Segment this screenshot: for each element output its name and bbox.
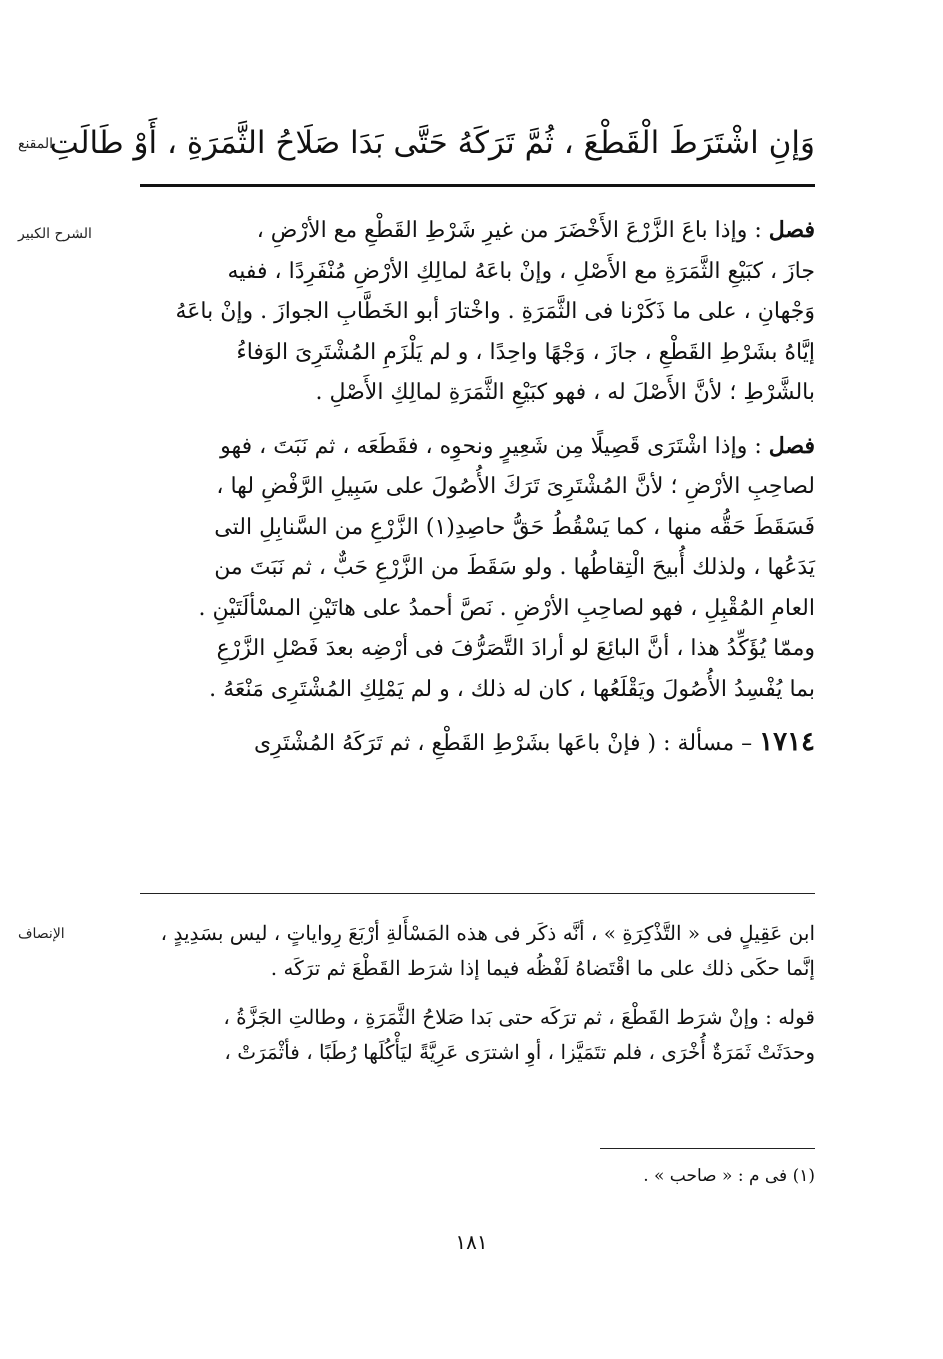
- insaf-label: الإنصاف: [18, 926, 65, 942]
- mas-ala-line: ١٧١٤ – مسألة : ( فإنْ باعَها بشَرْطِ القَطْعِ ، ثم تَرَكَهُ المُشْتَرِى: [253, 727, 815, 757]
- page-number: ١٨١: [455, 1230, 488, 1254]
- insaf-p2-line: وحدَثَتْ ثَمَرَةٌ أُخْرَى ، فلم تتَمَيَّزا ، أوِ اشترَى عَرِيَّةً ليَأْكُلَها رُطَبًا ، فأثْمَرَتْ ،: [224, 1040, 815, 1064]
- insaf-p1-line: ابن عَقِيلٍ فى « التَّذْكِرَةِ » ، أنَّه ذكَر فى هذه المَسْأَلةِ أرْبَعَ رِواياتٍ ، ليس بسَدِيدٍ ،: [160, 921, 815, 945]
- sharh-text: [140, 210, 815, 765]
- insaf-text: [140, 916, 815, 1070]
- footnote: (١) فى م : « صاحب » .: [643, 1166, 815, 1186]
- sharh-p1-line: وَجْهانِ ، على ما ذَكَرْنا فى الثَّمَرَةِ . واخْتارَ أبو الخَطَّابِ الجوازَ . وإنْ باعَهُ: [175, 299, 815, 324]
- matn-text: [49, 118, 815, 168]
- sharh-p1-line: بالشَّرْطِ ؛ لأنَّ الأَصْلَ له ، فهو كبَيْعِ الثَّمَرَةِ لمالِكِ الأَصْلِ .: [315, 380, 815, 405]
- sharh-p1-line: إيَّاهُ بشَرْطِ القَطْعِ ، جازَ ، وَجْهًا واحِدًا ، و لم يَلْزَمِ المُشْتَرِىَ الوَفاءُ: [236, 339, 815, 365]
- thick-divider: [140, 184, 815, 187]
- sharh-p1-line: فصل : وإذا باعَ الزَّرْعَ الأَخْضَرَ من غيرِ شَرْطِ القَطْعِ مع الأرْضِ ،: [256, 217, 815, 243]
- matn-line: وَإنِ اشْتَرَطَ الْقَطْعَ ، ثُمَّ تَرَكَهُ حَتَّى بَدَا صَلَاحُ الثَّمَرَةِ ، أَوْ طَالَتِ: [49, 125, 815, 161]
- sharh-p2-line: العامِ المُقْبِلِ ، فهو لصاحِبِ الأرْضِ . نَصَّ أحمدُ على هاتَيْنِ المسْألَتَيْنِ .: [198, 595, 815, 621]
- thin-divider: [140, 893, 815, 894]
- sharh-p2-line: فَسَقَطَ حَقُّه منها ، كما يَسْقُطُ حَقُّ حاصِدِ(١) الزَّرْعِ من السَّنابِلِ التى: [214, 514, 815, 540]
- sharh-p2-line: بما يُفْسِدُ الأُصُولَ ويَقْلَعُها ، كان له ذلك ، و لم يَمْلِكِ المُشْتَرِى مَنْعَهُ .: [209, 676, 815, 702]
- sharh-label: الشرح الكبير: [18, 226, 92, 242]
- sharh-p2-line: فصل : وإذا اشْتَرَى قَصِيلًا مِن شَعِيرٍ ونحوِه ، فقَطَعَه ، ثم نَبَتَ ، فهو: [220, 432, 815, 459]
- sharh-p2-line: يَدَعُها ، ولذلك أُبيحَ الْتِقاطُها . ولو سَقَطَ من الزَّرْعِ حَبٌّ ، ثم نَبَتَ من: [214, 555, 815, 580]
- sharh-p2-line: وممّا يُؤَكِّدُ هذا ، أنَّ البائِعَ لو أرادَ التَّصَرُّفَ فى أرْضِه بعدَ فَصْلِ الزَّرْعِ: [216, 636, 815, 661]
- section-heading: فصل: [768, 217, 815, 243]
- sharh-p2-line: لصاحِبِ الأرْضِ ؛ لأنَّ المُشْتَرِىَ تَرَكَ الأُصُولَ على سَبِيلِ الرَّفْضِ لها ،: [216, 474, 815, 499]
- insaf-p1-line: إنَّما حكَى ذلك على ما اقْتَضاهُ لَفْظُه فيما إذا شرَط القَطْعَ ثم ترَكَه .: [270, 956, 815, 980]
- footnote-divider: [600, 1148, 815, 1149]
- mas-ala-number: ١٧١٤: [759, 727, 815, 757]
- insaf-p2-line: قوله : وإنْ شرَط القَطْعَ ، ثم ترَكَه حتى بَدا صَلاحُ الثَّمَرَةِ ، وطالتِ الجَزَّةُ ،: [223, 1005, 815, 1029]
- sharh-p1-line: جازَ ، كبَيْعِ الثَّمَرَةِ مع الأَصْلِ ، وإنْ باعَهُ لمالِكِ الأرْضِ مُنْفَرِدًا ، ففيه: [227, 258, 815, 284]
- matn-label: المقنع: [18, 136, 54, 152]
- section-heading: فصل: [768, 432, 815, 459]
